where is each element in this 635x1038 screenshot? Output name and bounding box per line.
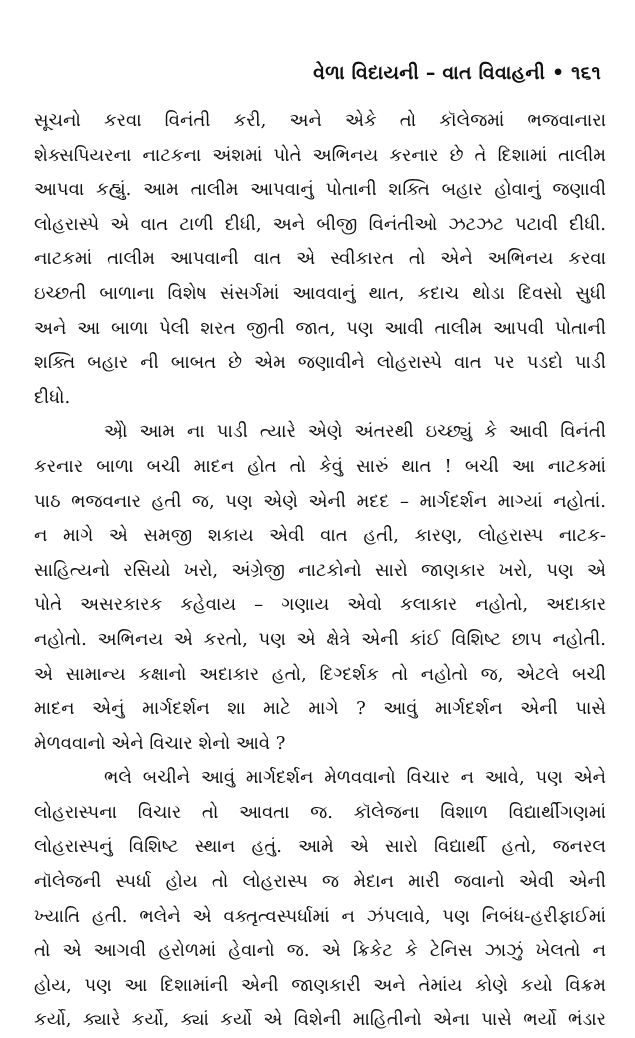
paragraph-start-line: એ઼ો આમ ના પાડી ત્યારે એણે અંતરથી ઇચ્છ્યું કે આવી વિનંતી bbox=[104, 421, 606, 443]
text-line: શેક્સપિયરના નાટકના અંશમાં પોતે અભિનય કરનાર છે તે દિશામાં તાલીમ bbox=[34, 144, 606, 166]
text-line: માદન એનું માર્ગદર્શન શા માટે માગે ? આવું માર્ગદર્શન એની પાસે bbox=[34, 698, 606, 720]
text-line: પાઠ ભજવનાર હતી જ, પણ એણે એની મદદ – માર્ગદર્શન માગ્યાં નહોતાં. bbox=[34, 490, 606, 512]
text-line: ઇચ્છતી બાળાના વિશેષ સંસર્ગમાં આવવાનું થાત, કદાચ થોડા દિવસો સુધી bbox=[34, 282, 606, 304]
text-line: ન માગે એ સમજી શકાય એવી વાત હતી, કારણ, લોહરાસ્પ નાટક- bbox=[34, 525, 606, 547]
text-line: હોય, પણ આ દિશામાંની એની જાણકારી અને તેમાંય કોણે કયો વિક્રમ bbox=[34, 974, 606, 996]
text-line: નાટકમાં તાલીમ આપવાની વાત એ સ્વીકારત તો એને અભિનય કરવા bbox=[34, 248, 606, 270]
text-line: લોહરાસ્પે એ વાત ટાળી દીધી, અને બીજી વિનંતીઓ ઝટઝટ પટાવી દીધી. bbox=[34, 213, 606, 235]
text-line: એ સામાન્ય કક્ષાનો અદાકાર હતો, દિગ્દર્શક તો નહોતો જ, એટલે બચી bbox=[34, 663, 606, 685]
body-text bbox=[34, 104, 606, 1038]
text-line: લોહરાસ્પનું વિશિષ્ટ સ્થાન હતું. આમે એ સારો વિદ્યાર્થી હતો, જનરલ bbox=[34, 836, 606, 858]
text-line: સૂચનો કરવા વિનંતી કરી, અને એકે તો કૉલેજમાં ભજવાનારા bbox=[34, 110, 606, 131]
text-line: તો એ આગવી હરોળમાં હેવાનો જ. એ ક્રિકેટ કે ટેનિસ ઝાઝું ખેલતો ન bbox=[34, 940, 606, 962]
text-line: નૉલેજની સ્પર્ધા હોય તો લોહરાસ્પ જ મેદાન મારી જવાનો એવી એની bbox=[34, 871, 606, 893]
text-line: ખ્યાતિ હતી. ભલેને એ વક્તૃત્વસ્પર્ધામાં ન ઝંપલાવે, પણ નિબંધ-હરીફાઈમાં bbox=[34, 905, 606, 927]
text-line: નહોતો. અભિનય એ કરતો, પણ એ ક્ષેત્રે એની કાંઈ વિશિષ્ટ છાપ નહોતી. bbox=[34, 628, 606, 650]
text-line: લોહરાસ્પના વિચાર તો આવતા જ. કૉલેજના વિશાળ વિદ્યાર્થીગણમાં bbox=[34, 801, 606, 823]
text-line: આપવા કહ્યું. આમ તાલીમ આપવાનું પોતાની શક્તિ બહાર હોવાનું જણાવી bbox=[34, 179, 606, 201]
paragraph-start-line: ભલે બચીને આવું માર્ગદર્શન મેળવવાનો વિચાર ન આવે, પણ એને bbox=[104, 767, 606, 789]
text-line: કર્યો, ક્યારે કર્યો, ક્યાં કર્યો એ વિશેની માહિતીનો એના પાસે ભર્યો ભંડાર bbox=[34, 1009, 606, 1031]
running-header: વેળા વિદાયની – વાત વિવાહની • ૧૬૧ bbox=[313, 62, 601, 84]
text-line: મેળવવાનો એને વિચાર શેનો આવે ? bbox=[34, 732, 286, 754]
text-line: અને આ બાળા પેલી શરત જીતી જાત, પણ આવી તાલીમ આપવી પોતાની bbox=[34, 317, 606, 339]
text-line: શક્તિ બહાર ની બાબત છે એમ જણાવીને લોહરાસ્પે વાત પર પડદો પાડી bbox=[34, 352, 606, 374]
text-line: સાહિત્યનો રસિયો ખરો, અંગ્રેજી નાટકોનો સારો જાણકાર ખરો, પણ એ bbox=[34, 559, 606, 581]
text-line: કરનાર બાળા બચી માદન હોત તો કેવું સારું થાત ! બચી આ નાટકમાં bbox=[34, 455, 606, 477]
text-line: દીધો. bbox=[34, 386, 71, 408]
text-line: પોતે અસરકારક કહેવાય – ગણાય એવો કલાકાર નહોતો, અદાકાર bbox=[34, 594, 606, 616]
